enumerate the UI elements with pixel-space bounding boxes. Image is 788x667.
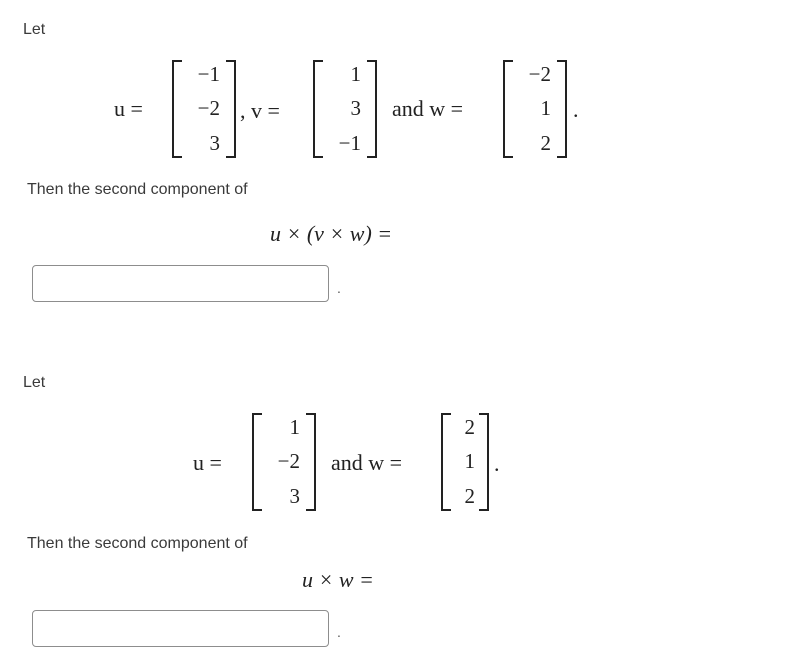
problem1-let-label: Let	[23, 21, 46, 38]
problem1-w-label: and w =	[392, 96, 464, 121]
problem1-trailing-period: .	[337, 280, 341, 296]
problem2-u-entry-1: 1	[289, 415, 300, 439]
problem1-v-label: , v =	[240, 98, 280, 123]
problem1-u-entry-1: −1	[197, 62, 220, 86]
problem2-u-matrix	[252, 413, 316, 511]
problem1-u-entry-2: −2	[197, 96, 220, 120]
problem1-u-label: u =	[114, 96, 143, 121]
problem1-period: .	[573, 97, 579, 122]
problem2-w-label: and w =	[331, 450, 403, 475]
problem1-w-entry-2: 1	[540, 96, 551, 120]
problem1-expression: u × (v × w) =	[270, 221, 393, 246]
problem2-u-entry-3: 3	[289, 484, 300, 508]
problem1-w-entry-1: −2	[528, 62, 551, 86]
problem1-u-matrix	[172, 60, 236, 158]
problem2-answer-input[interactable]	[32, 610, 329, 647]
problem2-u-label: u =	[193, 450, 222, 475]
problem2-w-entry-2: 1	[464, 449, 475, 473]
problem2-u-entry-2: −2	[277, 449, 300, 473]
problem1-v-entry-2: 3	[350, 96, 361, 120]
problem2-w-entry-1: 2	[464, 415, 475, 439]
problem1-v-entry-1: 1	[350, 62, 361, 86]
problem1-question-text: Then the second component of	[27, 181, 248, 198]
problem1-v-entry-3: −1	[338, 131, 361, 155]
problem1-v-matrix	[313, 60, 377, 158]
problem2-question-text: Then the second component of	[27, 535, 248, 552]
problem1-w-entry-3: 2	[540, 131, 551, 155]
problem2-w-entry-3: 2	[464, 484, 475, 508]
problem1-u-entry-3: 3	[209, 131, 220, 155]
problem2-expression: u × w =	[302, 567, 374, 592]
problem2-trailing-period: .	[337, 624, 341, 640]
problem1-w-matrix	[503, 60, 567, 158]
problem1-answer-input[interactable]	[32, 265, 329, 302]
problem2-w-matrix	[441, 413, 489, 511]
problem2-let-label: Let	[23, 374, 46, 391]
problem2-period: .	[494, 451, 500, 476]
